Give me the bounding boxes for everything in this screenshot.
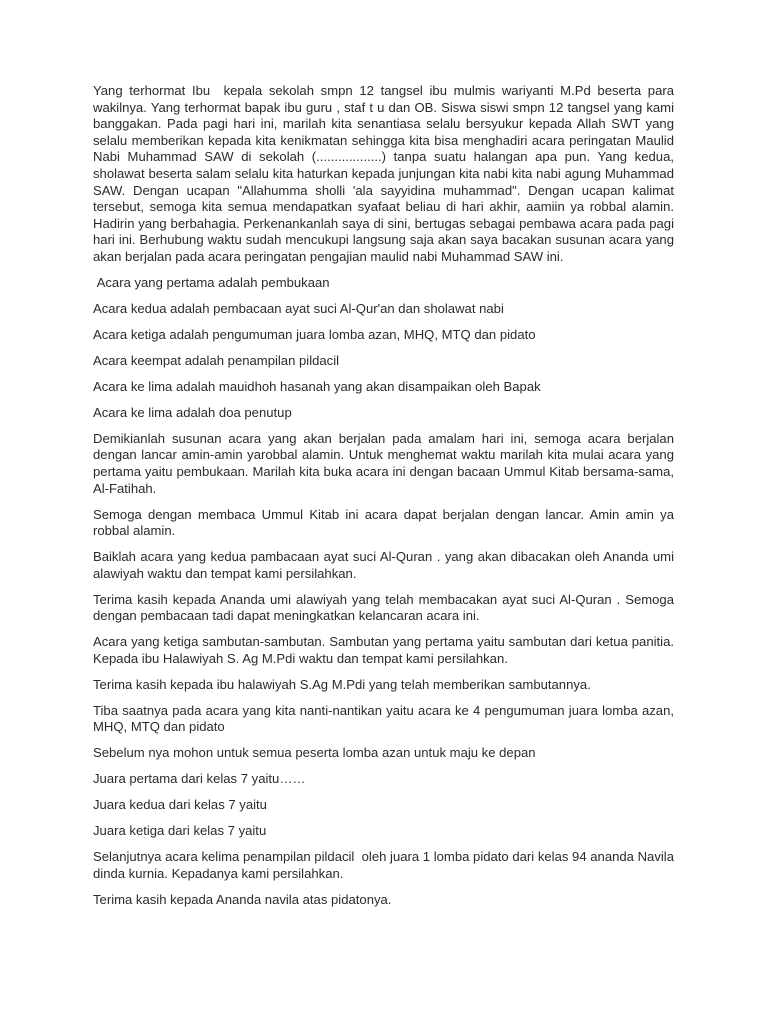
document-page	[93, 83, 678, 918]
closing-agenda-paragraph: Demikianlah susunan acara yang akan berjalan pada amalam hari ini, semoga acara berjalan dengan lancar amin-amin yarobbal alamin. Untuk menghemat waktu marilah kita mulai acara yang pertama yaitu pembukaan. Marilah kita buka acara ini dengan bacaan Ummul Kitab bersama-sama, Al-Fatihah.	[93, 430, 678, 496]
thanks-pildacil-paragraph: Terima kasih kepada Ananda navila atas pidatonya.	[93, 891, 392, 907]
quran-reading-paragraph: Baiklah acara yang kedua pambacaan ayat suci Al-Quran . yang akan dibacakan oleh Ananda umi alawiyah waktu dan tempat kami persilahkan.	[93, 549, 678, 581]
announcement-paragraph: Tiba saatnya pada acara yang kita nanti-nantikan yaitu acara ke 4 pengumuman juara lomba azan, MHQ, MTQ dan pidato	[93, 702, 678, 735]
thanks-reader-paragraph: Terima kasih kepada Ananda umi alawiyah yang telah membacakan ayat suci Al-Quran . Semoga dengan pembacaan tadi dapat meningkatkan kelancaran acara ini.	[93, 591, 678, 624]
agenda-item-1: Acara yang pertama adalah pembukaan	[93, 274, 330, 290]
agenda-item-3: Acara ketiga adalah pengumuman juara lomba azan, MHQ, MTQ dan pidato	[93, 326, 536, 342]
winner-third-line: Juara ketiga dari kelas 7 yaitu	[93, 823, 267, 839]
fatihah-paragraph: Semoga dengan membaca Ummul Kitab ini acara dapat berjalan dengan lancar. Amin amin ya robbal alamin.	[93, 506, 678, 539]
participants-paragraph: Sebelum nya mohon untuk semua peserta lomba azan untuk maju ke depan	[93, 745, 536, 761]
winner-first-line: Juara pertama dari kelas 7 yaitu……	[93, 771, 306, 787]
agenda-item-4: Acara keempat adalah penampilan pildacil	[93, 352, 340, 368]
agenda-item-6: Acara ke lima adalah doa penutup	[93, 404, 292, 420]
agenda-item-2: Acara kedua adalah pembacaan ayat suci Al-Qur'an dan sholawat nabi	[93, 300, 504, 316]
pildacil-paragraph: Selanjutnya acara kelima penampilan pildacil oleh juara 1 lomba pidato dari kelas 94 ananda Navila dinda kurnia. Kepadanya kami persilahkan.	[93, 849, 678, 881]
thanks-speech-paragraph: Terima kasih kepada ibu halawiyah S.Ag M.Pdi yang telah memberikan sambutannya.	[93, 676, 591, 692]
speeches-paragraph: Acara yang ketiga sambutan-sambutan. Sambutan yang pertama yaitu sambutan dari ketua panitia. Kepada ibu Halawiyah S. Ag M.Pdi waktu dan tempat kami persilahkan.	[93, 634, 678, 666]
opening-paragraph: Yang terhormat Ibu kepala sekolah smpn 12 tangsel ibu mulmis wariyanti M.Pd beserta para wakilnya. Yang terhormat bapak ibu guru , staf t u dan OB. Siswa siswi smpn 12 tangsel yang kami banggakan. Pada pagi hari ini, marilah kita senantiasa selalu bersyukur kepada Allah SWT yang selalu memberikan kepada kita kenikmatan sehingga kita bisa menghadiri acara peringatan Maulid Nabi Muhammad SAW di sekolah (..................) tanpa suatu halangan apa pun. Yang kedua, sholawat beserta salam selalu kita haturkan kepada junjungan kita nabi kita nabi agung Muhammad SAW. Dengan ucapan "Allahumma sholli 'ala sayyidina muhammad". Dengan ucapan kalimat tersebut, semoga kita semua mendapatkan syafaat beliau di hari akhir, aamiin ya robbal alamin. Hadirin yang berbahagia. Perkenankanlah saya di sini, bertugas sebagai pembawa acara pada pagi hari ini. Berhubung waktu sudah mencukupi langsung saja akan saya bacakan susunan acara yang akan berjalan pada acara peringatan pengajian maulid nabi Muhammad SAW ini.	[93, 83, 678, 264]
winner-second-line: Juara kedua dari kelas 7 yaitu	[93, 797, 267, 813]
agenda-item-5: Acara ke lima adalah mauidhoh hasanah yang akan disampaikan oleh Bapak	[93, 378, 541, 394]
